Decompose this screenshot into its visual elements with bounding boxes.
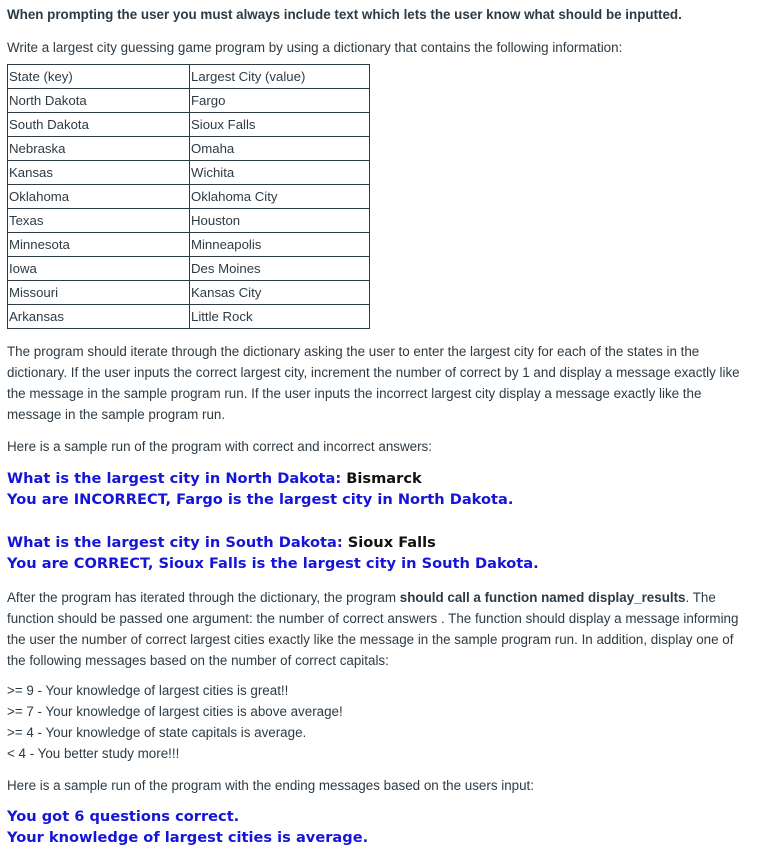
- state-cell: Oklahoma: [8, 185, 190, 209]
- sample-prompt-text: What is the largest city in South Dakota:: [7, 534, 348, 551]
- sample-prompt-south-dakota: [7, 532, 751, 553]
- city-cell: Oklahoma City: [190, 185, 370, 209]
- message-item: >= 7 - Your knowledge of largest cities is above average!: [7, 704, 343, 719]
- ending-sample-intro: Here is a sample run of the program with the ending messages based on the users input:: [7, 778, 534, 793]
- table-row: [8, 281, 370, 305]
- city-cell: Fargo: [190, 89, 370, 113]
- sample-user-answer: Sioux Falls: [347, 534, 436, 551]
- sample-prompt-text: What is the largest city in North Dakota:: [7, 470, 347, 487]
- message-item: >= 9 - Your knowledge of largest cities is great!!: [7, 683, 289, 698]
- state-city-table: [7, 64, 370, 329]
- table-row: [8, 161, 370, 185]
- city-cell: Little Rock: [190, 305, 370, 329]
- city-cell: Kansas City: [190, 281, 370, 305]
- table-row: [8, 233, 370, 257]
- intro-text: Write a largest city guessing game program by using a dictionary that contains the following information:: [7, 40, 623, 55]
- state-cell: Minnesota: [8, 233, 190, 257]
- header-city: Largest City (value): [190, 65, 370, 89]
- sample-result-incorrect: You are INCORRECT, Fargo is the largest city in North Dakota.: [7, 491, 514, 508]
- table-row: [8, 257, 370, 281]
- header-state: State (key): [8, 65, 190, 89]
- sample-correct-count: You got 6 questions correct.: [7, 808, 240, 825]
- sample-prompt-north-dakota: [7, 468, 751, 489]
- state-cell: Nebraska: [8, 137, 190, 161]
- city-cell: Des Moines: [190, 257, 370, 281]
- state-cell: Kansas: [8, 161, 190, 185]
- ending-messages-list: [7, 680, 751, 764]
- table-row: [8, 137, 370, 161]
- display-results-instructions: [7, 587, 751, 671]
- para3-bold: should call a function named display_results: [399, 590, 686, 605]
- city-cell: Minneapolis: [190, 233, 370, 257]
- state-cell: Missouri: [8, 281, 190, 305]
- state-cell: Arkansas: [8, 305, 190, 329]
- city-cell: Houston: [190, 209, 370, 233]
- table-row: [8, 185, 370, 209]
- table-row: [8, 89, 370, 113]
- sample-knowledge-message: Your knowledge of largest cities is average.: [7, 829, 369, 846]
- city-cell: Sioux Falls: [190, 113, 370, 137]
- state-cell: Texas: [8, 209, 190, 233]
- message-item: >= 4 - Your knowledge of state capitals is average.: [7, 725, 307, 740]
- para3-part1: After the program has iterated through the dictionary, the program: [7, 590, 400, 605]
- table-header-row: [8, 65, 370, 89]
- sample-run-intro: Here is a sample run of the program with correct and incorrect answers:: [7, 439, 432, 454]
- sample-user-answer: Bismarck: [346, 470, 422, 487]
- iteration-instructions: The program should iterate through the dictionary asking the user to enter the largest city for each of the states in the dictionary. If the user inputs the correct largest city, increment the number of correct by 1 and display a message exactly like the message in the sample program run. If the user inputs the incorrect largest city display a message exactly like the message in the sample program run.: [7, 344, 740, 422]
- para3-part2: . The function should be passed one argument: the number of correct answers . The function should display a message informing the user the number of correct largest cities exactly like the message in the sample program run. In addition, display one of the following messages based on the number of correct capitals:: [7, 590, 739, 668]
- state-cell: South Dakota: [8, 113, 190, 137]
- city-cell: Wichita: [190, 161, 370, 185]
- state-cell: North Dakota: [8, 89, 190, 113]
- table-row: [8, 209, 370, 233]
- state-cell: Iowa: [8, 257, 190, 281]
- requirement-heading: When prompting the user you must always include text which lets the user know what should be inputted.: [7, 7, 682, 22]
- message-item: < 4 - You better study more!!!: [7, 746, 180, 761]
- city-cell: Omaha: [190, 137, 370, 161]
- assignment-content: [7, 4, 751, 848]
- table-row: [8, 305, 370, 329]
- table-row: [8, 113, 370, 137]
- sample-result-correct: You are CORRECT, Sioux Falls is the largest city in South Dakota.: [7, 555, 539, 572]
